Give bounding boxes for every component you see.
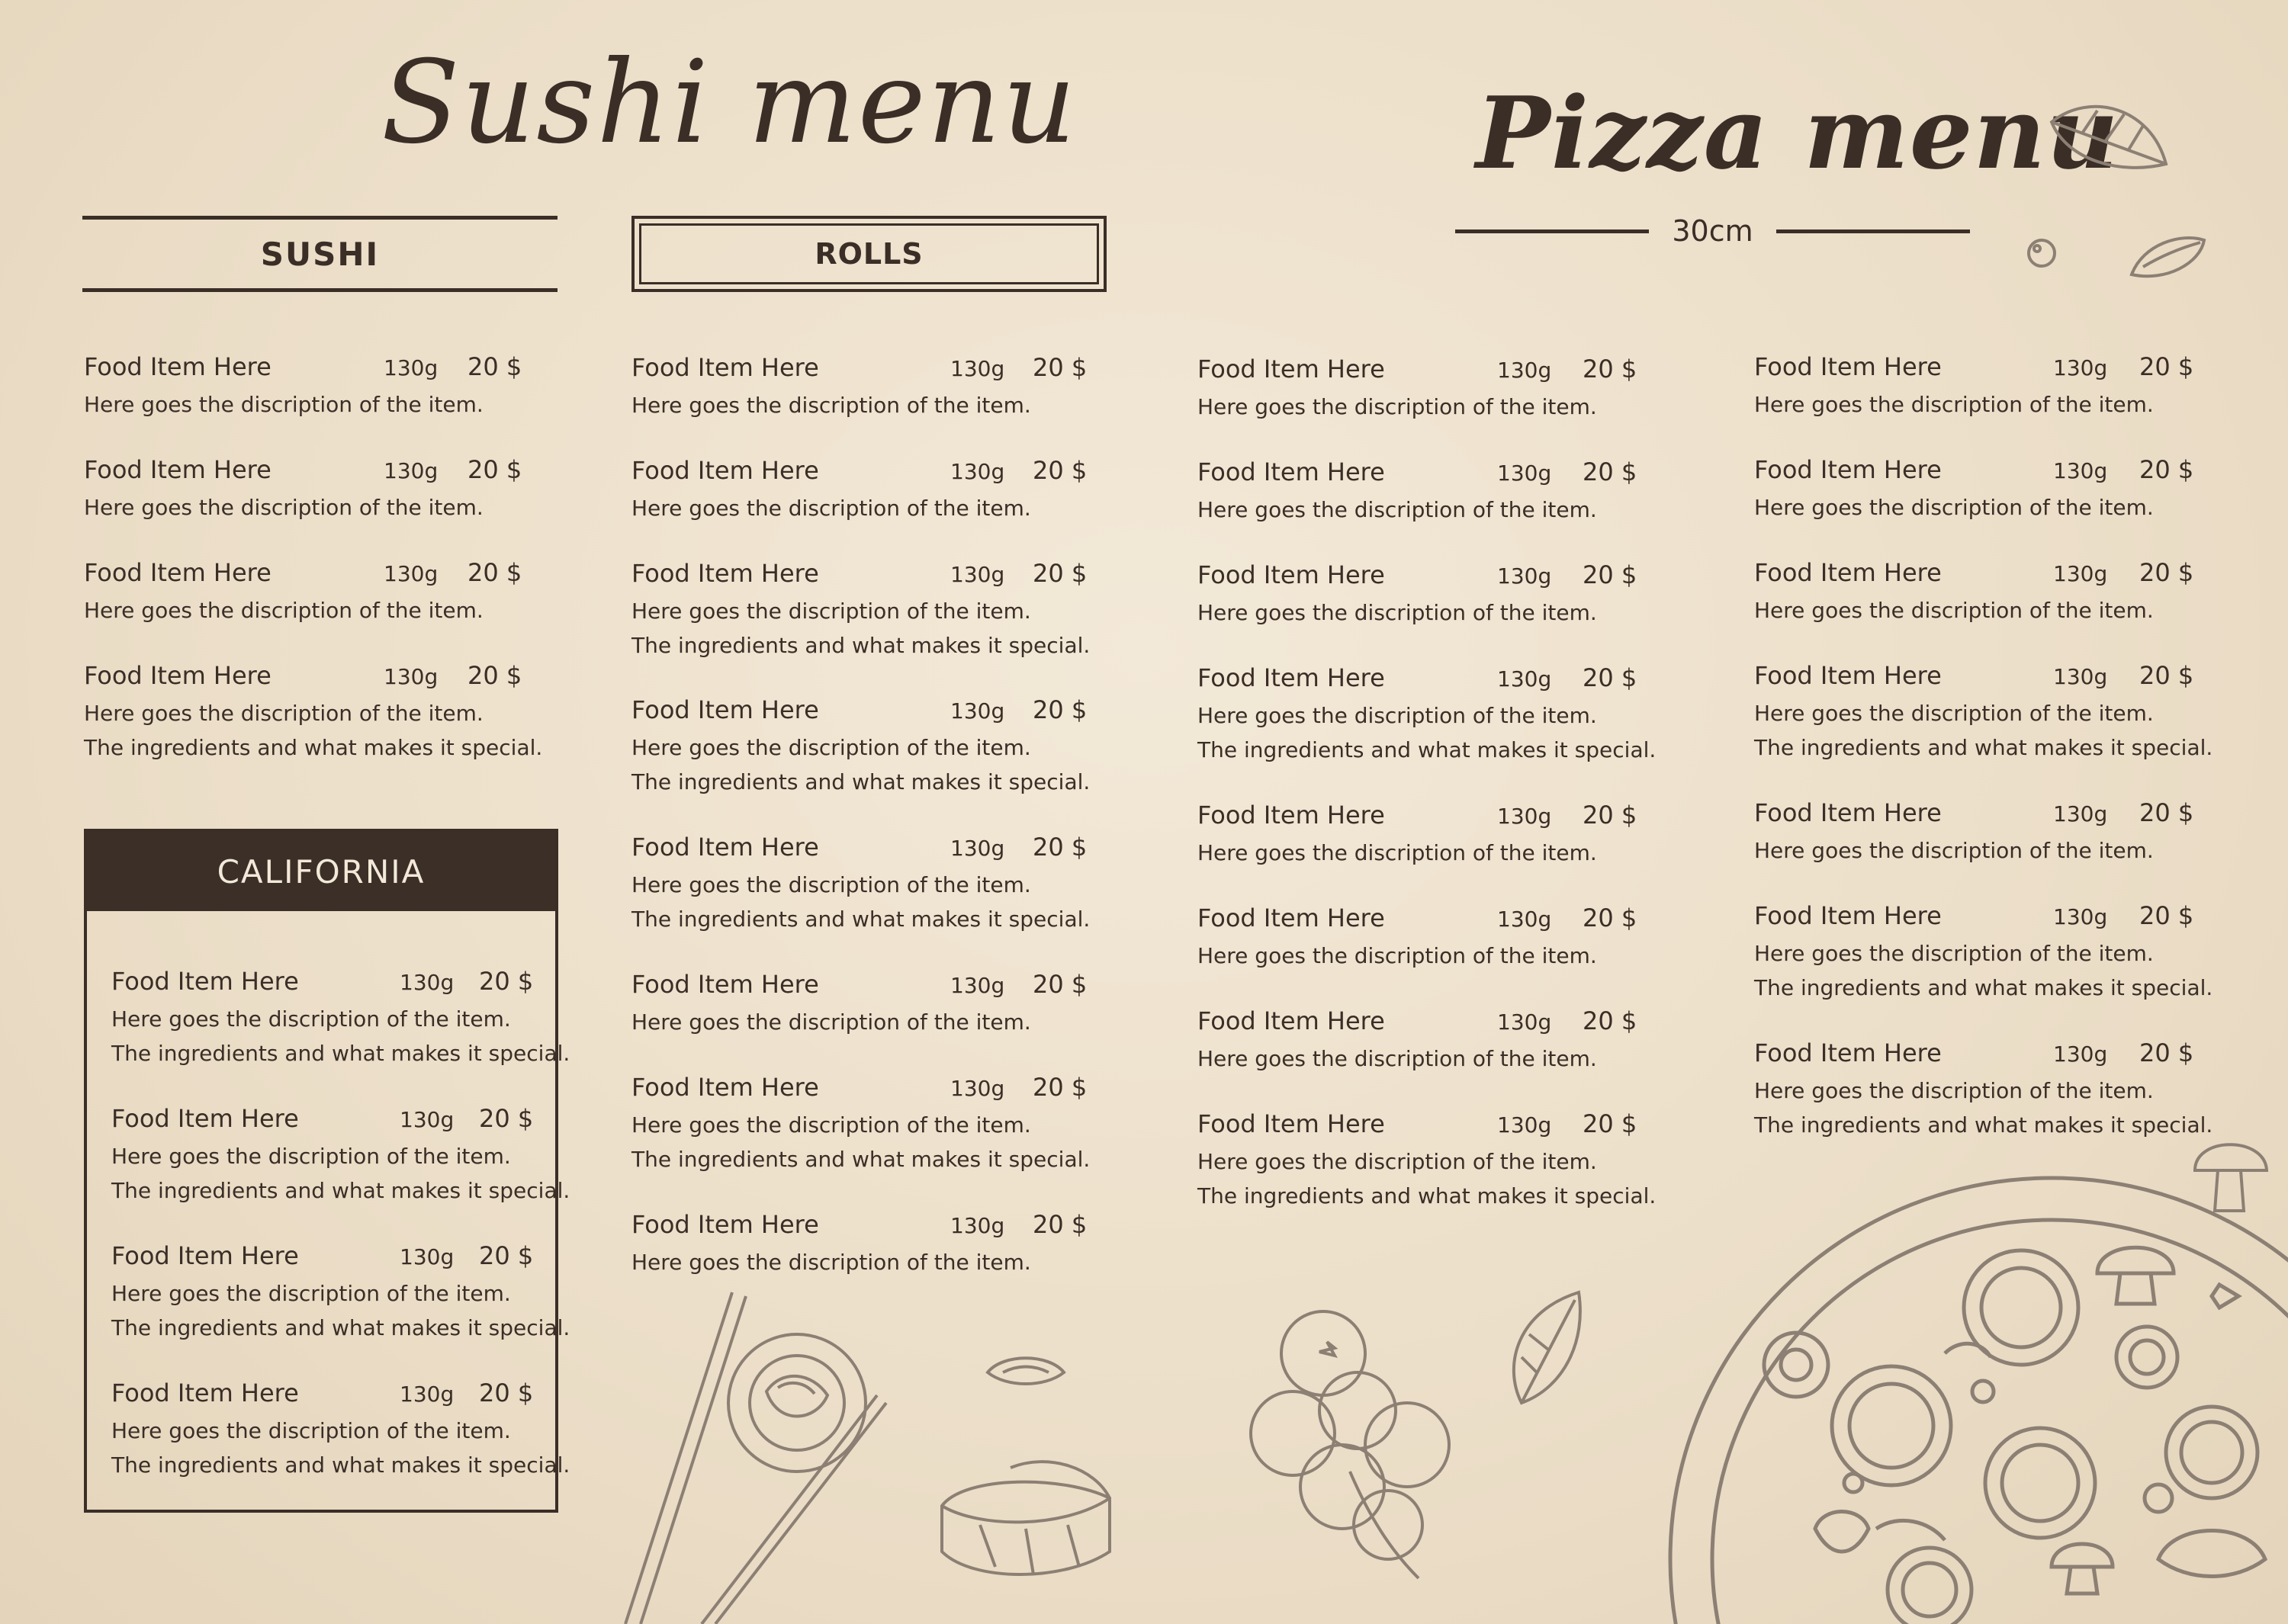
item-price: 20 $ xyxy=(1033,1210,1088,1239)
item-price: 20 $ xyxy=(2139,1038,2194,1067)
item-description: Here goes the discription of the item. xyxy=(111,1144,511,1169)
item-weight: 130g xyxy=(950,836,1005,861)
item-price: 20 $ xyxy=(1583,1006,1637,1035)
item-description: Here goes the discription of the item. xyxy=(1754,392,2154,417)
item-weight: 130g xyxy=(1497,804,1552,829)
item-weight: 130g xyxy=(2053,561,2108,586)
menu-item xyxy=(1197,1109,1656,1213)
menu-item-row xyxy=(111,1378,570,1414)
item-description: Here goes the discription of the item. xyxy=(631,735,1031,760)
menu-item-row xyxy=(631,559,1090,594)
item-description: Here goes the discription of the item. xyxy=(1754,941,2154,966)
menu-item xyxy=(631,559,1090,663)
item-name: Food Item Here xyxy=(84,661,272,690)
item-description: The ingredients and what makes it special. xyxy=(1754,975,2213,1000)
item-description: Here goes the discription of the item. xyxy=(84,701,484,726)
item-description: The ingredients and what makes it special. xyxy=(631,1147,1091,1172)
menu-item-row xyxy=(631,1073,1090,1108)
item-price: 20 $ xyxy=(2139,558,2194,587)
menu-item xyxy=(1197,663,1656,767)
item-description: Here goes the discription of the item. xyxy=(111,1418,511,1443)
item-name: Food Item Here xyxy=(1197,1109,1385,1138)
pizza-menu-title: Pizza menu xyxy=(1476,75,2119,191)
menu-item-row xyxy=(1197,903,1637,939)
item-description: Here goes the discription of the item. xyxy=(631,1112,1031,1138)
item-description: Here goes the discription of the item. xyxy=(1754,701,2154,726)
menu-item xyxy=(111,1378,570,1482)
divider-line xyxy=(1455,229,1649,233)
item-price: 20 $ xyxy=(479,1241,534,1270)
menu-item-row xyxy=(84,352,522,387)
menu-item xyxy=(1754,1038,2212,1142)
menu-item xyxy=(631,1073,1090,1176)
item-name: Food Item Here xyxy=(1754,901,1942,930)
menu-item xyxy=(1197,801,1637,870)
item-name: Food Item Here xyxy=(1754,1038,1942,1067)
item-name: Food Item Here xyxy=(1197,457,1385,486)
menu-item xyxy=(1754,558,2194,627)
item-description: Here goes the discription of the item. xyxy=(1197,1046,1597,1071)
item-price: 20 $ xyxy=(2139,661,2194,690)
menu-item xyxy=(1754,661,2212,765)
item-price: 20 $ xyxy=(1583,457,1637,486)
item-name: Food Item Here xyxy=(1197,1006,1385,1035)
chopsticks-roll-sketch xyxy=(610,1289,900,1624)
item-weight: 130g xyxy=(1497,563,1552,589)
sushi-section-header xyxy=(82,216,558,292)
menu-item-row xyxy=(1754,661,2212,696)
item-name: Food Item Here xyxy=(84,558,272,587)
menu-item-row xyxy=(631,353,1088,388)
item-price: 20 $ xyxy=(2139,455,2194,484)
item-description: The ingredients and what makes it special. xyxy=(111,1178,570,1203)
menu-item-row xyxy=(1754,352,2194,387)
menu-item xyxy=(631,1210,1088,1279)
item-price: 20 $ xyxy=(1033,456,1088,485)
item-weight: 130g xyxy=(950,973,1005,998)
menu-item xyxy=(111,1241,570,1345)
item-name: Food Item Here xyxy=(631,559,819,588)
item-description: The ingredients and what makes it special. xyxy=(1754,1112,2213,1138)
item-name: Food Item Here xyxy=(631,833,819,862)
item-description: Here goes the discription of the item. xyxy=(1754,495,2154,520)
item-price: 20 $ xyxy=(468,661,522,690)
nigiri-sketch xyxy=(934,1452,1117,1590)
item-description: Here goes the discription of the item. xyxy=(1197,497,1597,522)
item-price: 20 $ xyxy=(1583,801,1637,830)
menu-item xyxy=(1197,560,1637,630)
item-weight: 130g xyxy=(2053,904,2108,929)
item-description: The ingredients and what makes it special. xyxy=(1197,737,1657,762)
item-description: The ingredients and what makes it special. xyxy=(631,907,1091,932)
item-weight: 130g xyxy=(1497,1112,1552,1138)
menu-item-row xyxy=(111,967,570,1002)
menu-item xyxy=(1754,798,2194,868)
item-name: Food Item Here xyxy=(1754,661,1942,690)
item-name: Food Item Here xyxy=(1754,558,1942,587)
menu-item-row xyxy=(1197,663,1656,698)
menu-item-row xyxy=(1197,355,1637,390)
item-name: Food Item Here xyxy=(1197,801,1385,830)
item-description: Here goes the discription of the item. xyxy=(84,392,484,417)
pepper-dot-sketch xyxy=(2025,236,2059,271)
menu-item-row xyxy=(111,1241,570,1276)
item-description: Here goes the discription of the item. xyxy=(631,393,1031,418)
item-price: 20 $ xyxy=(1033,833,1088,862)
item-description: Here goes the discription of the item. xyxy=(1197,394,1597,419)
menu-item-row xyxy=(631,695,1090,730)
item-description: Here goes the discription of the item. xyxy=(1197,703,1597,728)
menu-item xyxy=(111,967,570,1070)
item-name: Food Item Here xyxy=(631,970,819,999)
pizza-size-label: 30cm xyxy=(1672,214,1753,248)
item-price: 20 $ xyxy=(1583,903,1637,932)
item-weight: 130g xyxy=(1497,461,1552,486)
item-price: 20 $ xyxy=(1583,1109,1637,1138)
menu-item-row xyxy=(631,456,1088,491)
item-description: The ingredients and what makes it special. xyxy=(111,1041,570,1066)
item-description: Here goes the discription of the item. xyxy=(631,496,1031,521)
item-weight: 130g xyxy=(384,561,439,586)
item-name: Food Item Here xyxy=(1754,352,1942,381)
basil-leaf-sketch xyxy=(1502,1289,1586,1411)
menu-item-row xyxy=(84,455,522,490)
item-weight: 130g xyxy=(2053,458,2108,483)
menu-item xyxy=(631,456,1088,525)
item-description: The ingredients and what makes it special. xyxy=(111,1315,570,1340)
item-name: Food Item Here xyxy=(84,455,272,484)
menu-item xyxy=(631,833,1090,936)
item-weight: 130g xyxy=(1497,358,1552,383)
item-price: 20 $ xyxy=(1583,560,1637,589)
item-weight: 130g xyxy=(1497,666,1552,692)
item-price: 20 $ xyxy=(2139,901,2194,930)
item-description: Here goes the discription of the item. xyxy=(111,1006,511,1032)
california-label: CALIFORNIA xyxy=(217,852,426,891)
item-description: Here goes the discription of the item. xyxy=(631,1250,1031,1275)
menu-item-row xyxy=(84,661,542,696)
menu-item-row xyxy=(1754,455,2194,490)
item-name: Food Item Here xyxy=(631,695,819,724)
menu-item xyxy=(631,695,1090,799)
item-weight: 130g xyxy=(384,355,439,380)
item-weight: 130g xyxy=(384,664,439,689)
item-weight: 130g xyxy=(400,1107,455,1132)
item-name: Food Item Here xyxy=(1197,355,1385,384)
item-price: 20 $ xyxy=(1033,559,1088,588)
item-weight: 130g xyxy=(950,356,1005,381)
item-price: 20 $ xyxy=(468,352,522,381)
menu-item-row xyxy=(631,1210,1088,1245)
item-description: The ingredients and what makes it special. xyxy=(1754,735,2213,760)
item-price: 20 $ xyxy=(1033,353,1088,382)
item-weight: 130g xyxy=(1497,1009,1552,1035)
menu-item-row xyxy=(1197,1109,1656,1144)
item-weight: 130g xyxy=(400,1244,455,1269)
california-header xyxy=(87,832,555,911)
item-price: 20 $ xyxy=(1033,970,1088,999)
menu-item-row xyxy=(1754,558,2194,593)
item-description: The ingredients and what makes it special. xyxy=(84,735,543,760)
divider-line xyxy=(1776,229,1970,233)
item-price: 20 $ xyxy=(479,967,534,996)
menu-item xyxy=(84,558,522,627)
item-description: The ingredients and what makes it special. xyxy=(631,769,1091,794)
menu-item-row xyxy=(1197,1006,1637,1041)
item-name: Food Item Here xyxy=(84,352,272,381)
menu-item-row xyxy=(1754,1038,2212,1074)
menu-item xyxy=(1754,455,2194,525)
menu-item xyxy=(1197,1006,1637,1076)
item-name: Food Item Here xyxy=(1197,903,1385,932)
item-price: 20 $ xyxy=(1033,1073,1088,1102)
item-weight: 130g xyxy=(2053,355,2108,380)
seed-sketch xyxy=(2128,229,2212,282)
item-price: 20 $ xyxy=(1583,663,1637,692)
item-name: Food Item Here xyxy=(111,1241,299,1270)
menu-item-row xyxy=(1754,798,2194,833)
item-name: Food Item Here xyxy=(631,1073,819,1102)
menu-item-row xyxy=(1197,560,1637,595)
item-description: Here goes the discription of the item. xyxy=(111,1281,511,1306)
item-description: Here goes the discription of the item. xyxy=(1197,943,1597,968)
item-price: 20 $ xyxy=(479,1378,534,1407)
item-price: 20 $ xyxy=(1583,355,1637,384)
item-weight: 130g xyxy=(2053,1041,2108,1067)
pizza-size-header xyxy=(1455,212,1970,250)
item-name: Food Item Here xyxy=(111,1104,299,1133)
item-description: The ingredients and what makes it special. xyxy=(1197,1183,1657,1208)
item-weight: 130g xyxy=(400,1382,455,1407)
menu-item xyxy=(84,352,522,422)
item-description: Here goes the discription of the item. xyxy=(631,599,1031,624)
item-price: 20 $ xyxy=(1033,695,1088,724)
ginger-sketch xyxy=(984,1350,1068,1391)
item-weight: 130g xyxy=(950,562,1005,587)
item-weight: 130g xyxy=(950,1213,1005,1238)
menu-item xyxy=(84,661,542,765)
menu-item xyxy=(1754,352,2194,422)
menu-item xyxy=(1197,355,1637,424)
item-price: 20 $ xyxy=(479,1104,534,1133)
item-name: Food Item Here xyxy=(111,967,299,996)
item-description: Here goes the discription of the item. xyxy=(1754,838,2154,863)
item-weight: 130g xyxy=(2053,801,2108,826)
item-description: Here goes the discription of the item. xyxy=(84,598,484,623)
item-description: Here goes the discription of the item. xyxy=(1197,600,1597,625)
menu-item-row xyxy=(84,558,522,593)
item-price: 20 $ xyxy=(468,558,522,587)
item-description: Here goes the discription of the item. xyxy=(631,1009,1031,1035)
menu-item-row xyxy=(1754,901,2212,936)
item-name: Food Item Here xyxy=(631,456,819,485)
item-name: Food Item Here xyxy=(1754,798,1942,827)
item-price: 20 $ xyxy=(468,455,522,484)
menu-item-row xyxy=(111,1104,570,1139)
rolls-section-header xyxy=(631,216,1107,292)
item-description: Here goes the discription of the item. xyxy=(1197,840,1597,865)
item-name: Food Item Here xyxy=(1197,560,1385,589)
item-price: 20 $ xyxy=(2139,352,2194,381)
item-description: Here goes the discription of the item. xyxy=(1754,1078,2154,1103)
pizza-sketch xyxy=(1624,1163,2288,1624)
leaf-sketch-top-right xyxy=(2044,91,2174,183)
item-weight: 130g xyxy=(2053,664,2108,689)
item-weight: 130g xyxy=(950,698,1005,724)
sushi-menu-title: Sushi menu xyxy=(381,37,1078,169)
item-weight: 130g xyxy=(400,970,455,995)
item-description: The ingredients and what makes it special. xyxy=(631,633,1091,658)
item-description: The ingredients and what makes it special. xyxy=(111,1452,570,1478)
rolls-section-label: ROLLS xyxy=(815,237,924,271)
menu-item xyxy=(631,353,1088,422)
item-description: Here goes the discription of the item. xyxy=(1197,1149,1597,1174)
item-name: Food Item Here xyxy=(631,353,819,382)
item-name: Food Item Here xyxy=(631,1210,819,1239)
item-description: Here goes the discription of the item. xyxy=(1754,598,2154,623)
item-weight: 130g xyxy=(950,459,1005,484)
sushi-section-label: SUSHI xyxy=(260,235,380,273)
item-weight: 130g xyxy=(950,1076,1005,1101)
menu-item-row xyxy=(631,833,1090,868)
menu-item-row xyxy=(1197,801,1637,836)
menu-item xyxy=(1197,457,1637,527)
item-name: Food Item Here xyxy=(1754,455,1942,484)
menu-item xyxy=(1754,901,2212,1005)
item-name: Food Item Here xyxy=(111,1378,299,1407)
menu-item xyxy=(1197,903,1637,973)
menu-item-row xyxy=(1197,457,1637,493)
item-weight: 130g xyxy=(384,458,439,483)
item-description: Here goes the discription of the item. xyxy=(84,495,484,520)
item-description: Here goes the discription of the item. xyxy=(631,872,1031,897)
item-name: Food Item Here xyxy=(1197,663,1385,692)
item-price: 20 $ xyxy=(2139,798,2194,827)
item-weight: 130g xyxy=(1497,907,1552,932)
menu-item xyxy=(84,455,522,525)
menu-item xyxy=(111,1104,570,1208)
menu-item xyxy=(631,970,1088,1039)
menu-item-row xyxy=(631,970,1088,1005)
cherry-tomatoes-sketch xyxy=(1236,1296,1464,1586)
